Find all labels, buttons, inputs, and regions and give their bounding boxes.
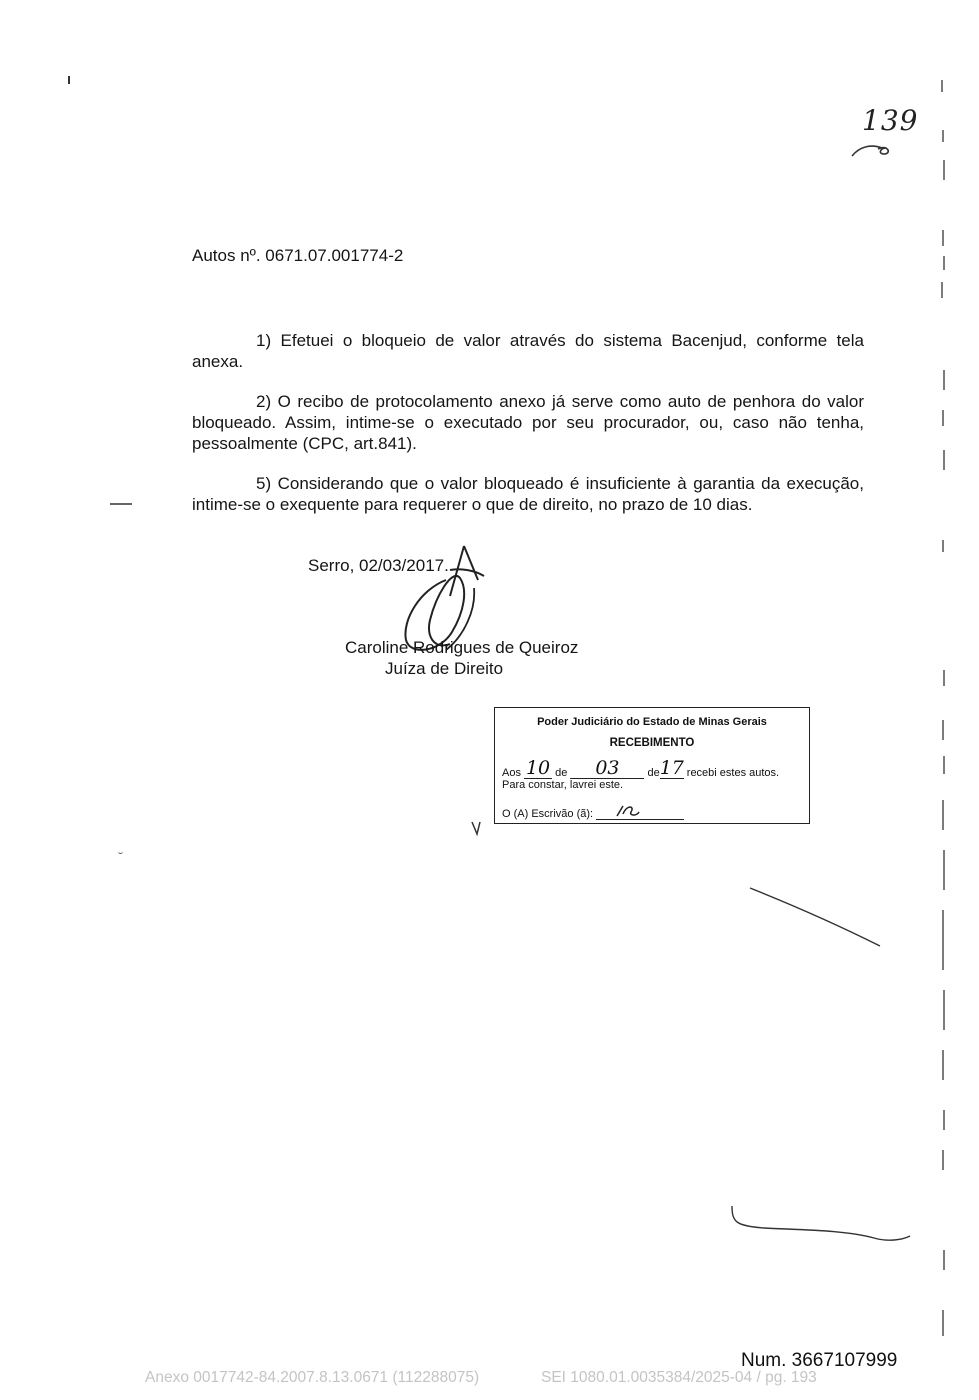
- stamp-date-row: [502, 757, 780, 779]
- stamp-day-field: 10: [525, 757, 551, 779]
- case-number: Autos nº. 0671.07.001774-2: [192, 246, 404, 265]
- paragraph-2: [192, 391, 864, 454]
- place-date: Serro, 02/03/2017.: [308, 556, 449, 575]
- stamp-clerk-label: O (A) Escrivão (ã):: [502, 808, 594, 820]
- document-number: Num. 3667107999: [741, 1350, 898, 1371]
- pen-stroke: [724, 1196, 914, 1256]
- handwritten-page-number: 139: [862, 104, 919, 137]
- stamp-court: Poder Judiciário do Estado de Minas Gerais: [537, 716, 767, 728]
- footer-annex: Anexo 0017742-84.2007.8.13.0671 (112288075): [145, 1369, 480, 1386]
- stamp-de-label: de: [555, 767, 568, 779]
- paragraph-3-text: 5) Considerando que o valor bloqueado é insuficiente à garantia da execução, intime-se o exequente para requerer o que de direito, no prazo de 10 dias.: [192, 474, 864, 514]
- paragraph-1-text: 1) Efetuei o bloqueio de valor através do sistema Bacenjud, conforme tela anexa.: [192, 331, 864, 371]
- paragraph-1: [192, 330, 864, 372]
- stamp-clerk-row: [502, 805, 684, 820]
- paragraph-3: [192, 473, 864, 515]
- stamp-received-text: recebi estes autos.: [686, 767, 780, 779]
- clerk-initials: [613, 802, 643, 820]
- stamp-note: Para constar, lavrei este.: [502, 779, 624, 791]
- scan-edge-marks: [936, 70, 950, 1350]
- signatory-name: Caroline Rodrigues de Queiroz: [345, 638, 579, 657]
- signatory-title: Juíza de Direito: [385, 659, 504, 678]
- footer-sei: SEI 1080.01.0035384/2025-04 / pg. 193: [541, 1369, 817, 1386]
- stamp-aos-label: Aos: [502, 767, 521, 779]
- stamp-title: RECEBIMENTO: [609, 737, 695, 749]
- stamp-month-field: 03: [570, 764, 644, 779]
- page-number-flourish: [848, 140, 898, 162]
- stamp-year-field: 17: [659, 757, 684, 779]
- receipt-stamp: [494, 707, 810, 824]
- stamp-de-label: de: [647, 767, 660, 779]
- paragraph-2-text: 2) O recibo de protocolamento anexo já serve como auto de penhora do valor bloqueado. Assim, intime-se o executado por seu procurador, ou, caso não tenha, pessoalmente (CPC, art.841).: [192, 392, 864, 453]
- scan-speck: [118, 848, 123, 854]
- scan-speck: [68, 76, 70, 84]
- scan-speck: [110, 503, 132, 505]
- handwritten-mark: [468, 818, 484, 838]
- pen-stroke: [740, 880, 890, 960]
